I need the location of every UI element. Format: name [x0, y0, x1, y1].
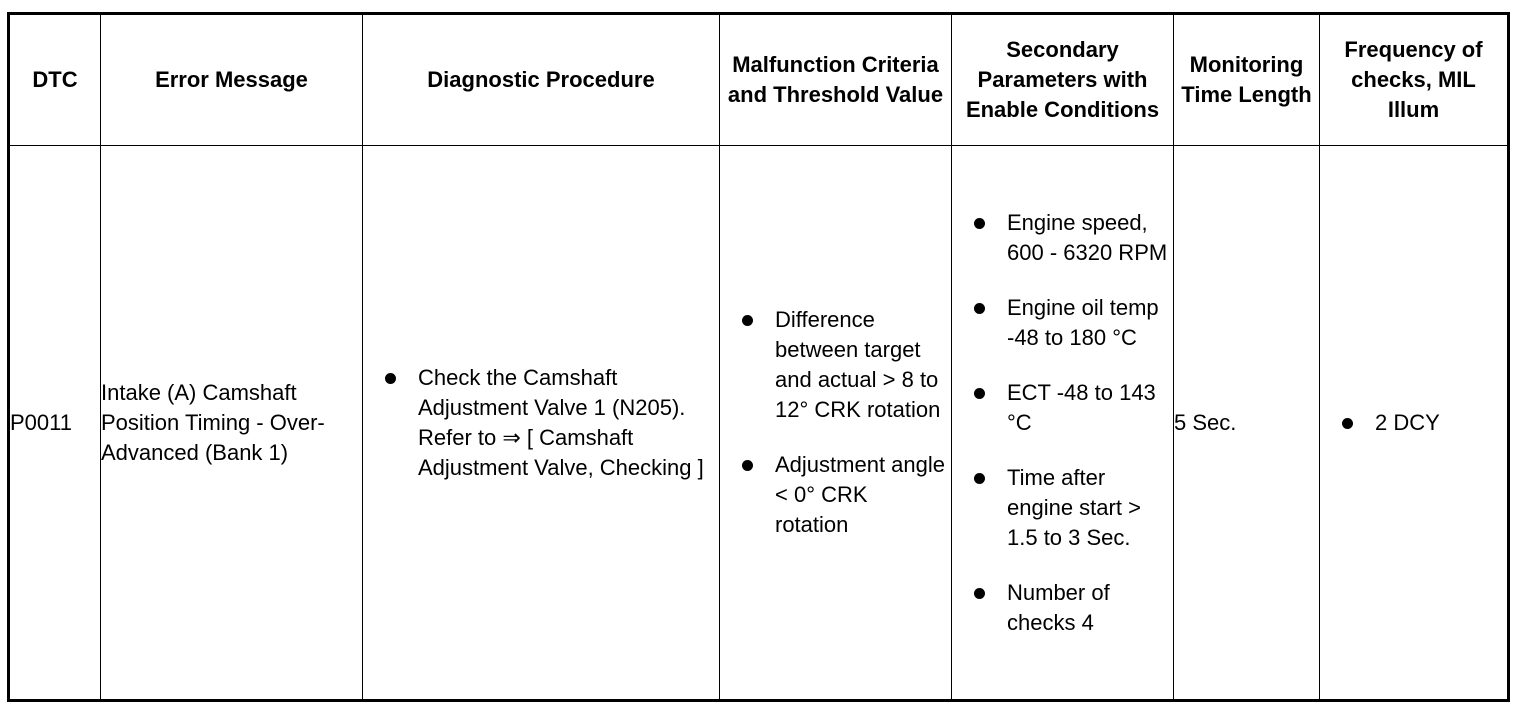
header-dtc: DTC — [9, 14, 101, 146]
parameter-item: Engine oil temp -48 to 180 °C — [952, 293, 1173, 353]
frequency-item: 2 DCY — [1320, 408, 1507, 438]
frequency-list — [1320, 408, 1507, 438]
cell-frequency — [1320, 146, 1509, 701]
malfunction-list — [720, 305, 951, 540]
procedure-item: Check the Camshaft Adjustment Valve 1 (N205). Refer to ⇒ [ Camshaft Adjustment Valve, Checking ] — [363, 363, 719, 483]
cell-monitoring-time: 5 Sec. — [1174, 146, 1320, 701]
cell-diagnostic-procedure — [363, 146, 720, 701]
header-monitoring-time: Monitoring Time Length — [1174, 14, 1320, 146]
header-secondary-parameters: Secondary Parameters with Enable Conditions — [952, 14, 1174, 146]
parameters-list — [952, 208, 1173, 638]
header-malfunction-criteria: Malfunction Criteria and Threshold Value — [720, 14, 952, 146]
header-error-message: Error Message — [101, 14, 363, 146]
cell-malfunction-criteria — [720, 146, 952, 701]
parameter-item: Engine speed, 600 - 6320 RPM — [952, 208, 1173, 268]
table-row — [9, 146, 1509, 701]
cell-dtc: P0011 — [9, 146, 101, 701]
header-frequency: Frequency of checks, MIL Illum — [1320, 14, 1509, 146]
parameter-item: Number of checks 4 — [952, 578, 1173, 638]
parameter-item: Time after engine start > 1.5 to 3 Sec. — [952, 463, 1173, 553]
parameter-item: ECT -48 to 143 °C — [952, 378, 1173, 438]
malfunction-item: Difference between target and actual > 8 to 12° CRK rotation — [720, 305, 951, 425]
header-row — [9, 14, 1509, 146]
procedure-list — [363, 363, 719, 483]
malfunction-item: Adjustment angle < 0° CRK rotation — [720, 450, 951, 540]
cell-secondary-parameters — [952, 146, 1174, 701]
header-diagnostic-procedure: Diagnostic Procedure — [363, 14, 720, 146]
dtc-table — [7, 12, 1510, 702]
cell-error-message: Intake (A) Camshaft Position Timing - Over-Advanced (Bank 1) — [101, 146, 363, 701]
